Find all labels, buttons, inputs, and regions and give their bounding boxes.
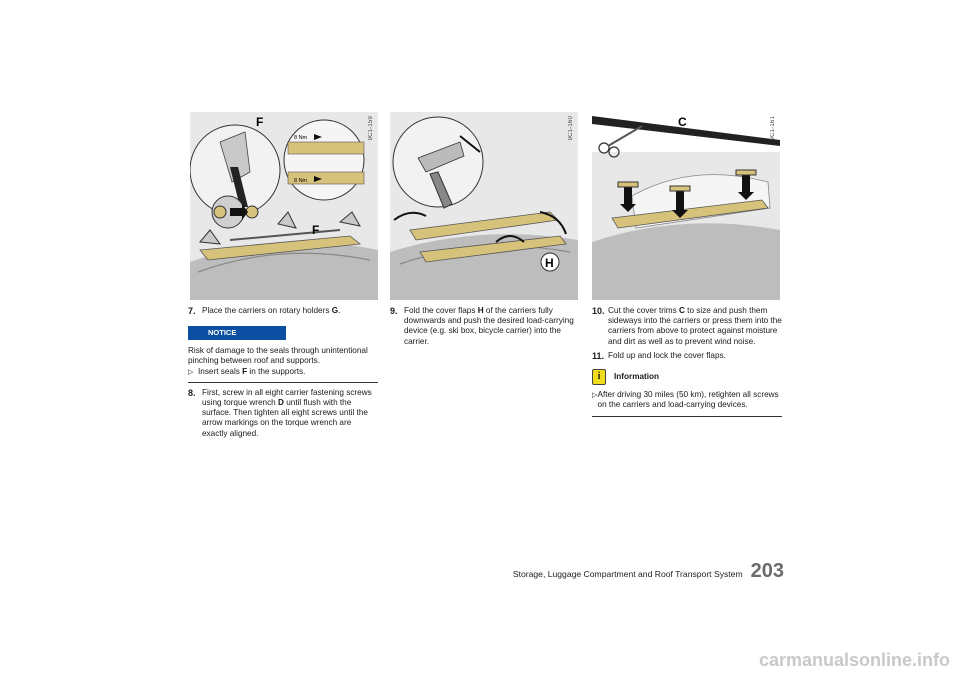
column-3 <box>592 306 782 422</box>
label-h: H <box>545 256 554 270</box>
figure-cover-trims-drawing <box>592 112 780 300</box>
label-f-top: F <box>256 115 264 129</box>
figure-cover-flaps <box>390 112 578 300</box>
information-label: Information <box>614 371 660 381</box>
figure-code-3: 9C1-161 <box>770 116 776 141</box>
step-7 <box>188 306 378 316</box>
figure-carrier-install-drawing <box>190 112 378 300</box>
column-2 <box>390 306 578 351</box>
figure-code-1: 9C1-159 <box>368 116 374 141</box>
page-footer <box>513 560 784 583</box>
figure-cover-trims <box>592 112 780 300</box>
step-number: 7. <box>188 306 196 316</box>
step-text: Place the carriers on rotary holders G. <box>202 306 341 315</box>
step-9 <box>390 306 578 347</box>
chapter-title: Storage, Luggage Compartment and Roof Transport System <box>512 569 743 579</box>
column-1 <box>188 306 378 443</box>
notice-divider <box>188 382 378 383</box>
figure-code-2: 9C1-160 <box>568 116 574 141</box>
step-text: Cut the cover trims C to size and push them sideways into the carriers or press them into the carriers from above to protect against moisture and dirt as well as to prevent wind noise. <box>608 306 782 346</box>
notice-banner: NOTICE <box>188 326 286 340</box>
step-text: First, screw in all eight carrier fastening screws using torque wrench D until flush with the surface. Then tighten all eight screws until the arrow markings on the torque wrench are exactly aligned. <box>202 387 372 438</box>
watermark: carmanualsonline.info <box>758 650 950 670</box>
step-number: 11. <box>592 350 605 361</box>
notice-text: Risk of damage to the seals through unintentional pinching between roof and supports. <box>188 346 368 366</box>
page-number: 203 <box>750 560 784 582</box>
information-bullet <box>592 390 782 410</box>
step-number: 10. <box>592 306 605 316</box>
step-number: 9. <box>390 306 398 316</box>
figure-cover-flaps-drawing <box>390 112 578 300</box>
step-text: Fold up and lock the cover flaps. <box>608 350 726 360</box>
bullet-text: Insert seals F in the supports. <box>198 366 306 376</box>
step-number: 8. <box>188 387 196 398</box>
step-text: Fold the cover flaps H of the carriers fully downwards and push the desired load-carrying device (e.g. ski box, bicycle carrier) into the carrier. <box>404 306 574 346</box>
step-11 <box>592 351 782 361</box>
information-icon: i <box>592 369 606 385</box>
step-8 <box>188 388 378 439</box>
torque-label-2: 8 Nm <box>294 178 308 184</box>
bullet-text: After driving 30 miles (50 km), retighten all screws on the carriers and load-carrying devices. <box>597 390 779 410</box>
step-10 <box>592 306 782 347</box>
label-c: C <box>678 115 687 129</box>
information-heading <box>592 369 782 385</box>
bullet-arrow-icon: ▷ <box>188 368 194 376</box>
notice-bullet <box>188 367 378 378</box>
information-divider <box>592 416 782 417</box>
bullet-arrow-icon: ▷ <box>592 392 598 400</box>
figure-carrier-install <box>190 112 378 300</box>
torque-label-1: 8 Nm <box>294 135 308 141</box>
label-f-bottom: F <box>312 223 320 237</box>
